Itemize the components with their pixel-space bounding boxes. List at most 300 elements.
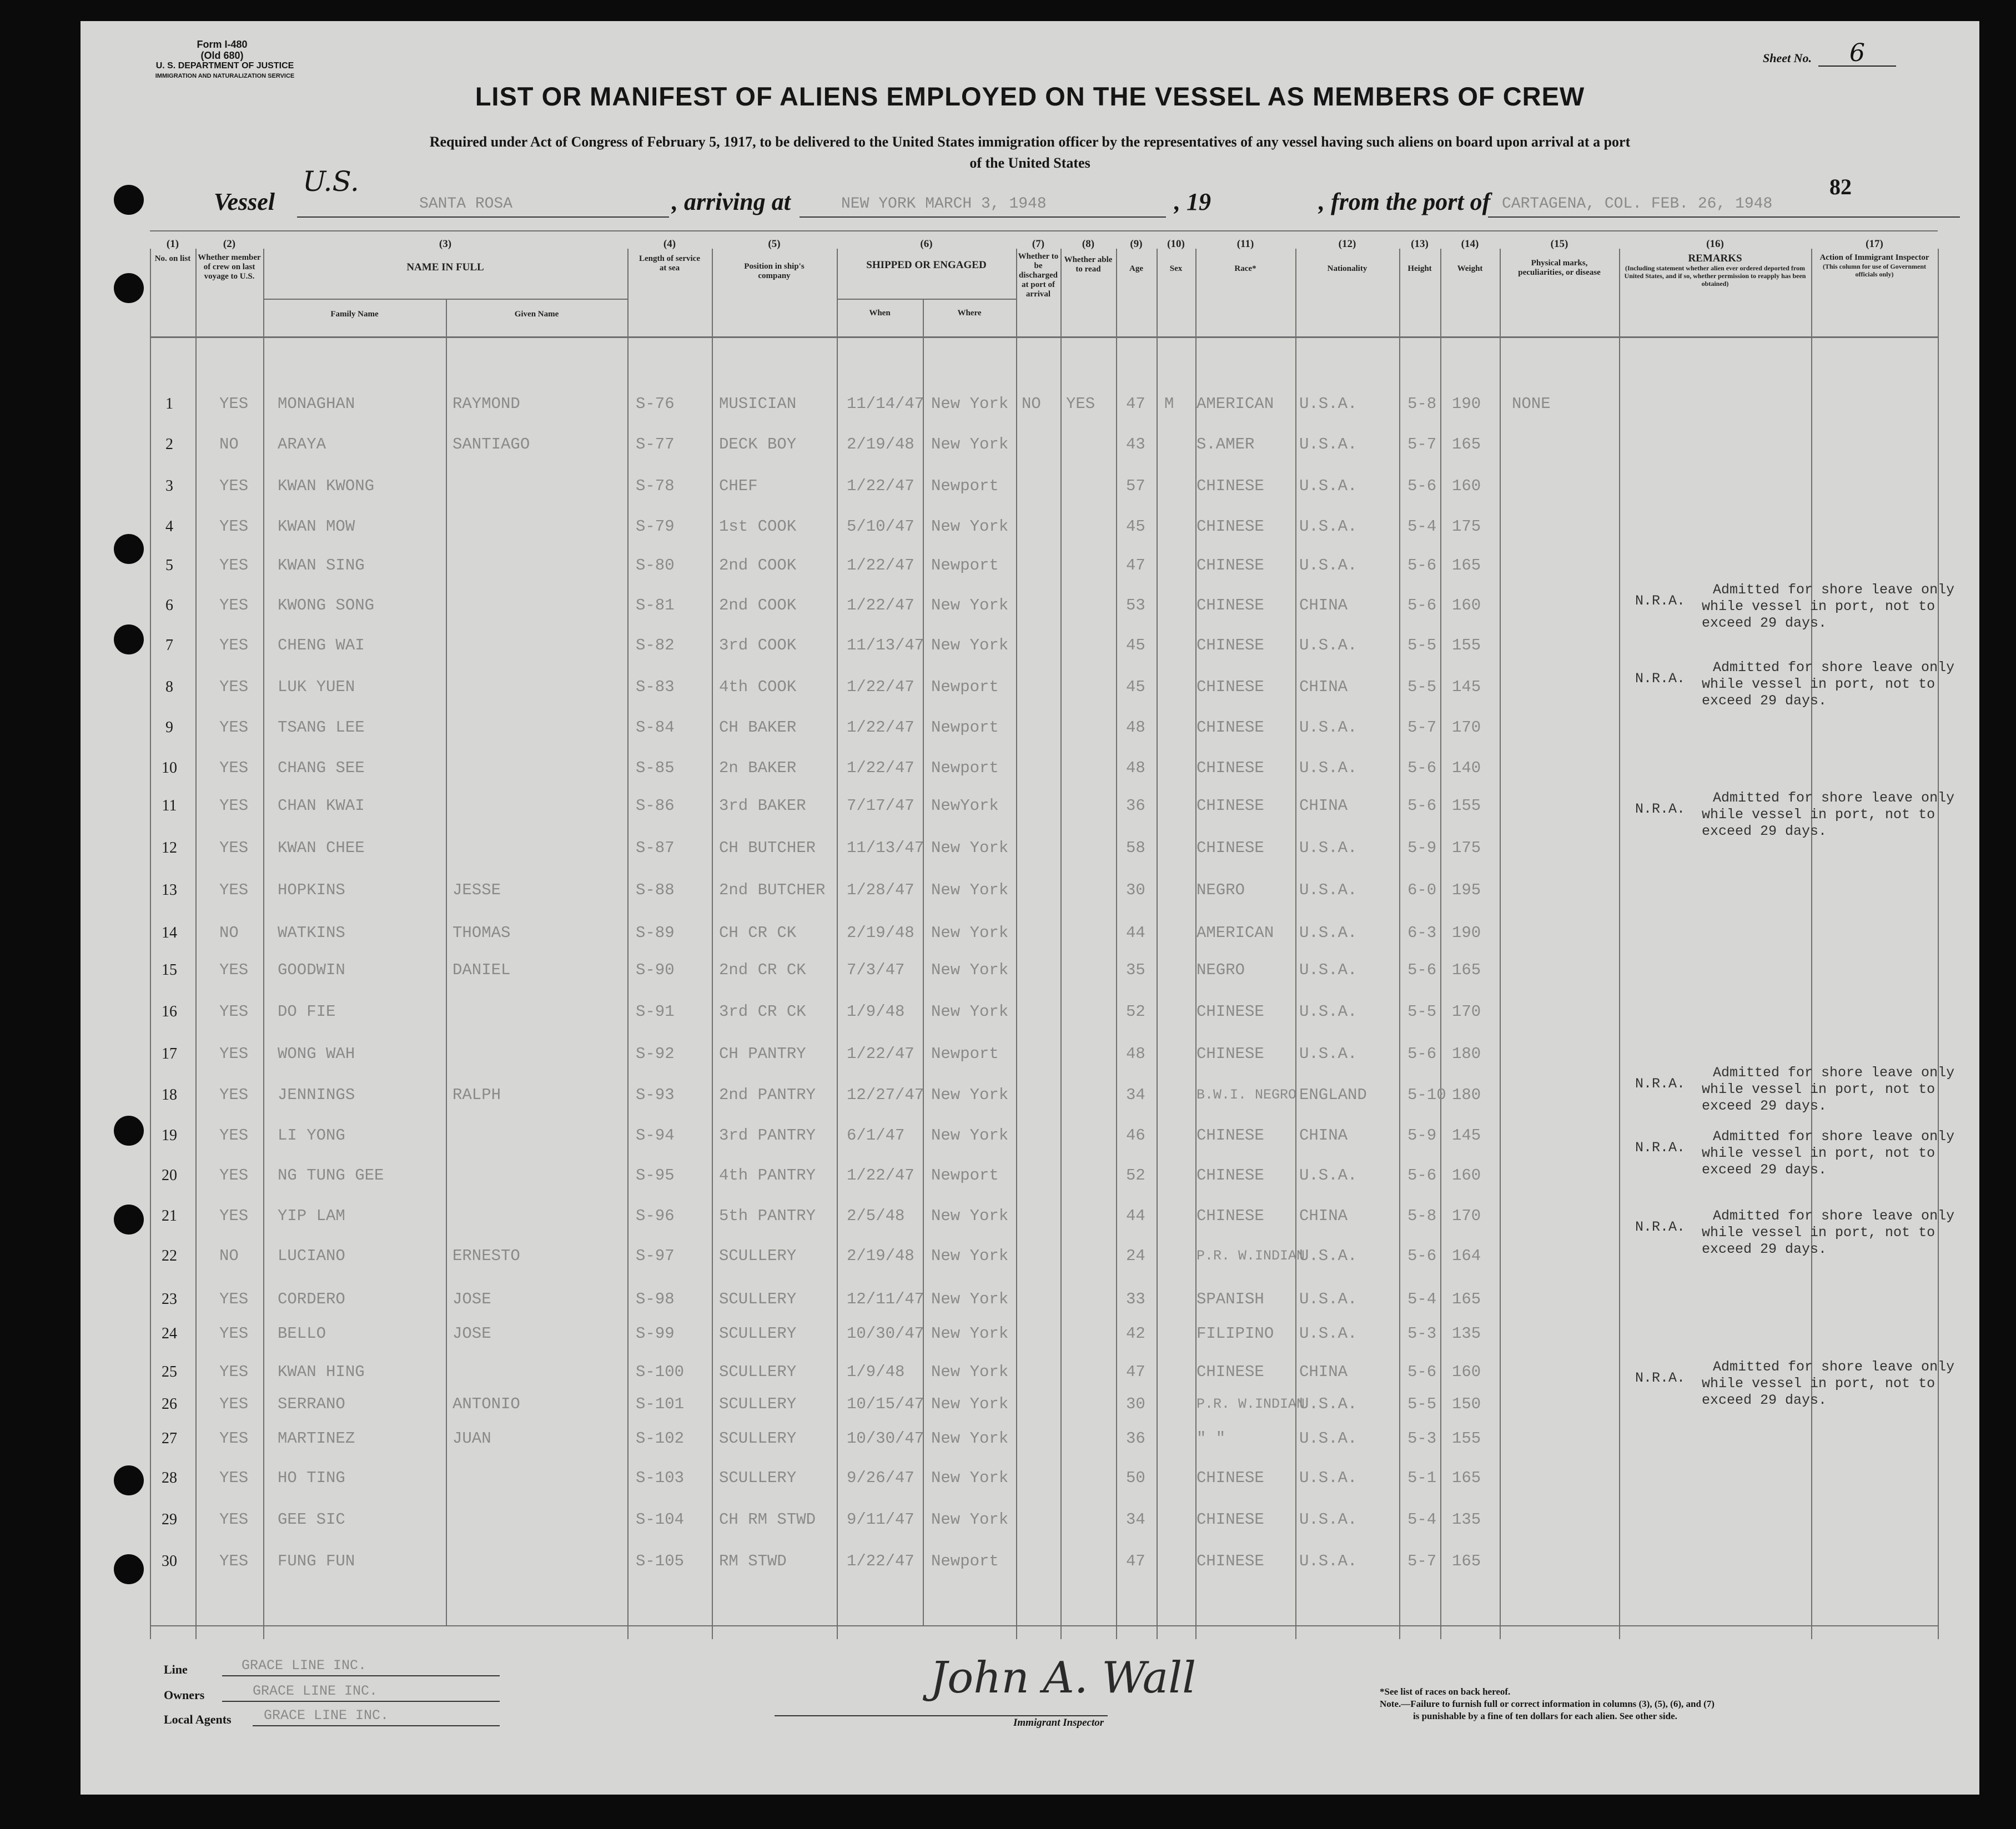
cell-weight: 195 — [1452, 881, 1481, 899]
page-title: LIST OR MANIFEST OF ALIENS EMPLOYED ON THE VESSEL AS MEMBERS OF CREW — [475, 82, 1585, 111]
table-row — [81, 634, 1938, 657]
cell-when: 2/19/48 — [847, 924, 914, 942]
cell-when: 7/17/47 — [847, 797, 914, 815]
cell-prev: YES — [219, 477, 249, 495]
header-marks — [1500, 239, 1619, 278]
cell-family: LUCIANO — [278, 1247, 345, 1265]
cell-age: 33 — [1126, 1290, 1145, 1308]
cell-prev: NO — [219, 435, 239, 454]
cell-no: 11 — [162, 797, 177, 814]
cell-when: 1/9/48 — [847, 1363, 905, 1381]
cell-weight: 165 — [1452, 961, 1481, 979]
header-family-name: Family Name — [330, 310, 379, 319]
cell-position: MUSICIAN — [719, 395, 797, 413]
header-height-label: Height — [1407, 264, 1432, 273]
cell-age: 36 — [1126, 1429, 1145, 1448]
line-label: Line — [164, 1662, 188, 1676]
cell-height: 5-4 — [1407, 1290, 1437, 1308]
cell-where: New York — [931, 517, 1009, 536]
cell-race: B.W.I. NEGRO — [1196, 1087, 1297, 1103]
cell-nationality: U.S.A. — [1299, 718, 1358, 737]
header-no-label: No. on list — [154, 254, 191, 263]
cell-when: 7/3/47 — [847, 961, 905, 979]
cell-family: ARAYA — [278, 435, 326, 454]
cell-height: 5-6 — [1407, 797, 1437, 815]
cell-when: 10/15/47 — [847, 1395, 924, 1413]
table-row — [81, 837, 1938, 859]
form-number: Form I-480 — [197, 39, 248, 50]
table-row — [81, 1323, 1938, 1345]
cell-where: Newport — [931, 759, 999, 777]
cell-nationality: U.S.A. — [1299, 1469, 1358, 1487]
shore-leave-stamp-line: exceed 29 days. — [1702, 1392, 1827, 1408]
cell-where: New York — [931, 881, 1009, 899]
cell-position: RM STWD — [719, 1552, 787, 1570]
header-height — [1399, 239, 1440, 274]
cell-position: SCULLERY — [719, 1429, 797, 1448]
cell-family: LUK YUEN — [278, 678, 355, 696]
table-row — [81, 959, 1938, 981]
cell-weight: 160 — [1452, 596, 1481, 614]
cell-when: 1/22/47 — [847, 596, 914, 614]
year-label: , 19 — [1174, 188, 1211, 215]
cell-nationality: U.S.A. — [1299, 924, 1358, 942]
cell-discharged: NO — [1022, 395, 1041, 413]
cell-family: CORDERO — [278, 1290, 345, 1308]
cell-prev: YES — [219, 881, 249, 899]
header-weight-number: (14) — [1461, 238, 1479, 250]
cell-weight: 180 — [1452, 1086, 1481, 1104]
cell-height: 5-8 — [1407, 395, 1437, 413]
header-no-number: (1) — [166, 238, 179, 250]
shore-leave-stamp-line: while vessel in port, not to — [1702, 807, 1935, 823]
cell-position: 1st COOK — [719, 517, 797, 536]
cell-service: S-80 — [636, 556, 675, 575]
punch-hole — [114, 624, 144, 654]
cell-race: CHINESE — [1196, 477, 1264, 495]
header-remarks-note: (Including statement whether alien ever ordered deported from United States, and if so, whether permission to reapply has been obtained) — [1624, 264, 1806, 288]
nra-mark: N.R.A. — [1635, 1140, 1686, 1156]
cell-no: 24 — [162, 1325, 177, 1342]
nra-mark: N.R.A. — [1635, 1076, 1686, 1092]
cell-no: 10 — [162, 759, 177, 777]
cell-race: S.AMER — [1196, 435, 1255, 454]
cell-age: 46 — [1126, 1126, 1145, 1145]
shore-leave-stamp-line: exceed 29 days. — [1702, 615, 1827, 631]
cell-service: S-85 — [636, 759, 675, 777]
cell-family: HOPKINS — [278, 881, 345, 899]
subtitle — [192, 134, 1868, 172]
cell-nationality: CHINA — [1299, 678, 1348, 696]
cell-height: 6-3 — [1407, 924, 1437, 942]
cell-given: ANTONIO — [453, 1395, 520, 1413]
cell-age: 52 — [1126, 1166, 1145, 1185]
shore-leave-stamp-line: Admitted for shore leave only — [1713, 790, 1955, 806]
signature-line — [775, 1715, 1108, 1716]
table-row — [81, 516, 1938, 538]
table-row — [81, 1245, 1938, 1267]
cell-weight: 145 — [1452, 678, 1481, 696]
cell-service: S-96 — [636, 1207, 675, 1225]
cell-age: 58 — [1126, 839, 1145, 857]
punch-hole — [114, 1116, 144, 1146]
header-service-label: Length of service at sea — [639, 254, 700, 273]
cell-nationality: U.S.A. — [1299, 1166, 1358, 1185]
shore-leave-stamp-line: Admitted for shore leave only — [1713, 1208, 1955, 1224]
header-when: When — [869, 309, 891, 318]
cell-when: 12/27/47 — [847, 1086, 924, 1104]
cell-no: 9 — [165, 719, 173, 736]
cell-where: New York — [931, 596, 1009, 614]
header-position — [712, 239, 837, 281]
department: U. S. DEPARTMENT OF JUSTICE — [155, 61, 294, 70]
cell-no: 13 — [162, 881, 177, 899]
cell-when: 1/22/47 — [847, 477, 914, 495]
header-shipped-number: (6) — [920, 238, 933, 250]
cell-height: 5-6 — [1407, 1363, 1437, 1381]
cell-race: FILIPINO — [1196, 1324, 1274, 1343]
cell-height: 5-6 — [1407, 961, 1437, 979]
cell-race: AMERICAN — [1196, 395, 1274, 413]
cell-height: 5-6 — [1407, 1247, 1437, 1265]
cell-where: New York — [931, 636, 1009, 654]
cell-family: MONAGHAN — [278, 395, 355, 413]
cell-age: 45 — [1126, 636, 1145, 654]
cell-race: CHINESE — [1196, 1045, 1264, 1063]
cell-age: 45 — [1126, 517, 1145, 536]
cell-service: S-90 — [636, 961, 675, 979]
cell-age: 48 — [1126, 1045, 1145, 1063]
cell-service: S-88 — [636, 881, 675, 899]
cell-prev: YES — [219, 1207, 249, 1225]
cell-position: 4th COOK — [719, 678, 797, 696]
cell-when: 1/22/47 — [847, 1045, 914, 1063]
cell-race: CHINESE — [1196, 1469, 1264, 1487]
header-race-number: (11) — [1236, 238, 1254, 250]
cell-position: 2nd PANTRY — [719, 1086, 816, 1104]
cell-where: New York — [931, 961, 1009, 979]
cell-family: TSANG LEE — [278, 718, 365, 737]
cell-given: JESSE — [453, 881, 501, 899]
cell-height: 5-6 — [1407, 556, 1437, 575]
cell-weight: 190 — [1452, 395, 1481, 413]
cell-prev: YES — [219, 1126, 249, 1145]
cell-prev: YES — [219, 1290, 249, 1308]
cell-age: 44 — [1126, 1207, 1145, 1225]
cell-weight: 165 — [1452, 1469, 1481, 1487]
shore-leave-stamp-line: exceed 29 days. — [1702, 1098, 1827, 1114]
cell-nationality: U.S.A. — [1299, 759, 1358, 777]
header-read-label: Whether able to read — [1064, 255, 1113, 274]
cell-no: 17 — [162, 1045, 177, 1062]
cell-family: NG TUNG GEE — [278, 1166, 384, 1185]
shore-leave-stamp-line: Admitted for shore leave only — [1713, 1128, 1955, 1145]
cell-no: 1 — [165, 395, 173, 412]
form-old-number: (Old 680) — [200, 50, 244, 61]
cell-no: 20 — [162, 1167, 177, 1184]
cell-position: 5th PANTRY — [719, 1207, 816, 1225]
header-action-note: (This column for use of Government officials only) — [1822, 263, 1927, 278]
cell-age: 43 — [1126, 435, 1145, 454]
cell-where: Newport — [931, 718, 999, 737]
cell-nationality: U.S.A. — [1299, 1290, 1358, 1308]
header-nationality-label: Nationality — [1327, 264, 1368, 273]
cell-race: CHINESE — [1196, 1002, 1264, 1021]
shore-leave-stamp-line: exceed 29 days. — [1702, 1162, 1827, 1178]
cell-given: RAYMOND — [453, 395, 520, 413]
cell-nationality: CHINA — [1299, 1363, 1348, 1381]
cell-when: 1/22/47 — [847, 556, 914, 575]
cell-weight: 180 — [1452, 1045, 1481, 1063]
cell-weight: 165 — [1452, 435, 1481, 454]
penalty-note-label: Note. — [1380, 1699, 1401, 1709]
cell-family: LI YONG — [278, 1126, 345, 1145]
cell-where: Newport — [931, 1552, 999, 1570]
shore-leave-stamp-line: exceed 29 days. — [1702, 693, 1827, 709]
cell-position: SCULLERY — [719, 1363, 797, 1381]
cell-race: CHINESE — [1196, 839, 1264, 857]
cell-height: 5-6 — [1407, 1166, 1437, 1185]
cell-age: 30 — [1126, 1395, 1145, 1413]
table-row — [81, 475, 1938, 497]
cell-where: New York — [931, 435, 1009, 454]
cell-height: 5-8 — [1407, 1207, 1437, 1225]
header-no — [150, 239, 195, 264]
header-name-number: (3) — [439, 238, 452, 250]
cell-marks: NONE — [1512, 395, 1551, 413]
header-service — [627, 239, 712, 273]
cell-prev: YES — [219, 1086, 249, 1104]
cell-service: S-105 — [636, 1552, 685, 1570]
cell-position: 2nd CR CK — [719, 961, 806, 979]
cell-when: 1/22/47 — [847, 1552, 914, 1570]
owners-value: GRACE LINE INC. — [253, 1683, 378, 1699]
cell-race: CHINESE — [1196, 517, 1264, 536]
table-row — [81, 393, 1938, 415]
cell-service: S-93 — [636, 1086, 675, 1104]
cell-when: 6/1/47 — [847, 1126, 905, 1145]
cell-where: New York — [931, 1469, 1009, 1487]
cell-age: 47 — [1126, 556, 1145, 575]
cell-no: 15 — [162, 961, 177, 979]
cell-age: 47 — [1126, 1552, 1145, 1570]
cell-prev: YES — [219, 1469, 249, 1487]
cell-no: 3 — [165, 477, 173, 495]
shore-leave-stamp-line: while vessel in port, not to — [1702, 676, 1935, 692]
table-row — [81, 1509, 1938, 1531]
cell-prev: YES — [219, 556, 249, 575]
cell-nationality: U.S.A. — [1299, 1395, 1358, 1413]
cell-weight: 150 — [1452, 1395, 1481, 1413]
cell-position: CH RM STWD — [719, 1510, 816, 1529]
cell-when: 2/5/48 — [847, 1207, 905, 1225]
cell-no: 6 — [165, 597, 173, 614]
cell-height: 5-6 — [1407, 759, 1437, 777]
cell-no: 27 — [162, 1430, 177, 1447]
cell-nationality: CHINA — [1299, 596, 1348, 614]
cell-weight: 164 — [1452, 1247, 1481, 1265]
cell-prev: YES — [219, 759, 249, 777]
cell-where: New York — [931, 1429, 1009, 1448]
cell-position: SCULLERY — [719, 1290, 797, 1308]
cell-position: DECK BOY — [719, 435, 797, 454]
shore-leave-stamp-line: Admitted for shore leave only — [1713, 659, 1955, 676]
cell-no: 30 — [162, 1553, 177, 1570]
header-race-label: Race* — [1234, 264, 1256, 273]
cell-weight: 140 — [1452, 759, 1481, 777]
cell-no: 5 — [165, 557, 173, 574]
arriving-at: NEW YORK MARCH 3, 1948 — [841, 195, 1047, 213]
cell-race: CHINESE — [1196, 1363, 1264, 1381]
header-height-number: (13) — [1411, 238, 1429, 250]
inspector-signature: John A. Wall — [930, 1653, 1196, 1703]
subtitle-line-1: Required under Act of Congress of February 5, 1917, to be delivered to the United States immigration officer by the representatives of any vessel having such aliens on board upon arrival at a port — [429, 134, 1631, 150]
cell-when: 9/11/47 — [847, 1510, 914, 1529]
cell-position: SCULLERY — [719, 1469, 797, 1487]
cell-sex: M — [1164, 395, 1174, 413]
cell-no: 22 — [162, 1247, 177, 1264]
shore-leave-stamp-line: Admitted for shore leave only — [1713, 1359, 1955, 1375]
cell-nationality: U.S.A. — [1299, 1247, 1358, 1265]
cell-weight: 165 — [1452, 1552, 1481, 1570]
header-prev-voyage — [195, 239, 263, 281]
cell-position: 3rd PANTRY — [719, 1126, 816, 1145]
cell-service: S-83 — [636, 678, 675, 696]
cell-no: 16 — [162, 1003, 177, 1020]
table-top-border — [150, 230, 1938, 231]
table-row — [81, 434, 1938, 456]
cell-prev: YES — [219, 718, 249, 737]
penalty-note — [1380, 1699, 1715, 1710]
cell-race: CHINESE — [1196, 636, 1264, 654]
cell-family: GOODWIN — [278, 961, 345, 979]
cell-height: 5-7 — [1407, 435, 1437, 454]
cell-no: 25 — [162, 1363, 177, 1380]
cell-service: S-98 — [636, 1290, 675, 1308]
cell-height: 5-10 — [1407, 1086, 1446, 1104]
page-number: 82 — [1829, 174, 1852, 199]
cell-nationality: U.S.A. — [1299, 477, 1358, 495]
punch-hole — [114, 534, 144, 564]
line-value: GRACE LINE INC. — [242, 1657, 367, 1674]
cell-race: CHINESE — [1196, 556, 1264, 575]
cell-prev: NO — [219, 1247, 239, 1265]
cell-where: New York — [931, 1247, 1009, 1265]
nra-mark: N.R.A. — [1635, 593, 1686, 609]
cell-height: 5-7 — [1407, 718, 1437, 737]
sheet-label: Sheet No. — [1763, 51, 1812, 65]
cell-position: 2nd COOK — [719, 556, 797, 575]
cell-service: S-95 — [636, 1166, 675, 1185]
cell-prev: YES — [219, 596, 249, 614]
cell-prev: YES — [219, 1324, 249, 1343]
cell-given: SANTIAGO — [453, 435, 530, 454]
cell-nationality: U.S.A. — [1299, 1429, 1358, 1448]
cell-where: New York — [931, 1510, 1009, 1529]
sheet-number: 6 — [1818, 43, 1896, 67]
vessel-underline — [297, 216, 669, 218]
cell-height: 5-3 — [1407, 1324, 1437, 1343]
header-read-number: (8) — [1082, 238, 1095, 250]
cell-race: P.R. W.INDIAN — [1196, 1248, 1305, 1264]
table-row — [81, 1393, 1938, 1415]
header-position-number: (5) — [768, 238, 781, 250]
cell-service: S-104 — [636, 1510, 685, 1529]
shore-leave-stamp-line: exceed 29 days. — [1702, 1241, 1827, 1257]
cell-where: New York — [931, 1290, 1009, 1308]
cell-nationality: U.S.A. — [1299, 961, 1358, 979]
cell-nationality: U.S.A. — [1299, 1324, 1358, 1343]
table-row — [81, 1165, 1938, 1187]
header-remarks-label: REMARKS — [1688, 253, 1742, 264]
form-id — [169, 39, 275, 61]
header-remarks — [1619, 239, 1811, 288]
cell-family: YIP LAM — [278, 1207, 345, 1225]
cell-family: HO TING — [278, 1469, 345, 1487]
cell-service: S-91 — [636, 1002, 675, 1021]
cell-age: 57 — [1126, 477, 1145, 495]
table-row — [81, 922, 1938, 944]
cell-height: 5-6 — [1407, 596, 1437, 614]
shore-leave-stamp-line: exceed 29 days. — [1702, 823, 1827, 839]
cell-race: CHINESE — [1196, 718, 1264, 737]
header-sex-number: (10) — [1167, 238, 1185, 250]
header-nationality — [1295, 239, 1399, 274]
cell-when: 10/30/47 — [847, 1429, 924, 1448]
cell-no: 26 — [162, 1395, 177, 1413]
punch-hole — [114, 1205, 144, 1235]
cell-service: S-99 — [636, 1324, 675, 1343]
cell-when: 1/22/47 — [847, 678, 914, 696]
cell-when: 11/14/47 — [847, 395, 924, 413]
cell-family: BELLO — [278, 1324, 326, 1343]
cell-age: 44 — [1126, 924, 1145, 942]
cell-family: GEE SIC — [278, 1510, 345, 1529]
cell-height: 5-7 — [1407, 1552, 1437, 1570]
header-shipped — [837, 239, 1016, 271]
cell-family: JENNINGS — [278, 1086, 355, 1104]
cell-where: Newport — [931, 1045, 999, 1063]
cell-age: 36 — [1126, 797, 1145, 815]
table-row — [81, 555, 1938, 577]
cell-service: S-97 — [636, 1247, 675, 1265]
cell-family: WONG WAH — [278, 1045, 355, 1063]
header-discharged — [1016, 239, 1060, 299]
cell-service: S-101 — [636, 1395, 685, 1413]
cell-family: FUNG FUN — [278, 1552, 355, 1570]
cell-no: 21 — [162, 1207, 177, 1225]
cell-position: CH CR CK — [719, 924, 797, 942]
cell-race: CHINESE — [1196, 797, 1264, 815]
table-row — [81, 757, 1938, 779]
cell-age: 34 — [1126, 1510, 1145, 1529]
cell-when: 9/26/47 — [847, 1469, 914, 1487]
cell-weight: 190 — [1452, 924, 1481, 942]
cell-prev: YES — [219, 395, 249, 413]
cell-position: 3rd COOK — [719, 636, 797, 654]
cell-height: 5-5 — [1407, 678, 1437, 696]
penalty-note-text: —Failure to furnish full or correct information in columns (3), (5), (6), and (7) — [1401, 1699, 1715, 1709]
cell-when: 1/9/48 — [847, 1002, 905, 1021]
cell-position: 2nd COOK — [719, 596, 797, 614]
cell-weight: 160 — [1452, 1363, 1481, 1381]
cell-race: CHINESE — [1196, 1207, 1264, 1225]
cell-prev: YES — [219, 1429, 249, 1448]
cell-given: JOSE — [453, 1290, 491, 1308]
cell-weight: 155 — [1452, 1429, 1481, 1448]
cell-prev: NO — [219, 924, 239, 942]
cell-family: KWAN SING — [278, 556, 365, 575]
